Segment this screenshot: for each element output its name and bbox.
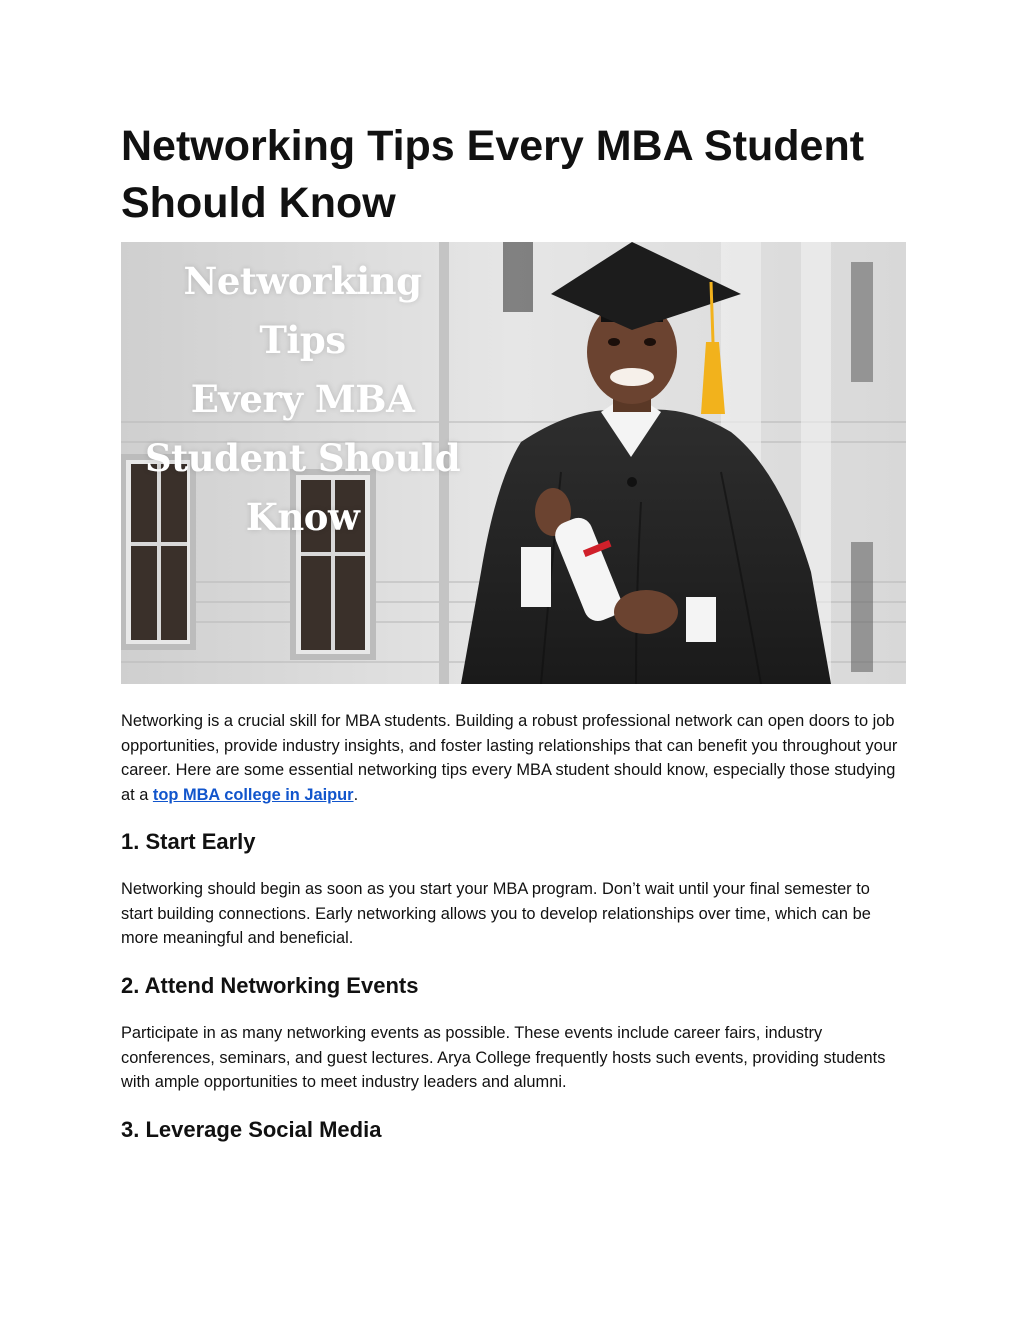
page-title: Networking Tips Every MBA Student Should Know <box>121 122 865 227</box>
hero-overlay-line: Networking Tips <box>183 259 422 362</box>
intro-text: Networking is a crucial skill for MBA students. Building a robust professional network can open doors to job opportunities, provide industry insights, and foster lasting relationships that can benefit you throughout your career. Here are some essential networking tips every MBA student should know, especially those studying at a <box>121 712 898 804</box>
section-heading: 3. Leverage Social Media <box>121 1117 382 1142</box>
college-link[interactable]: top MBA college in Jaipur <box>152 785 354 804</box>
hero-overlay-line: Know <box>245 495 360 539</box>
hero-overlay-line: Student Should <box>144 436 461 480</box>
intro-text-end: . <box>353 785 359 804</box>
intro-paragraph <box>121 709 906 807</box>
section-heading: 2. Attend Networking Events <box>121 973 419 998</box>
section-paragraph: Participate in as many networking events as possible. These events include career fairs, industry conferences, seminars, and guest lectures. Arya College frequently hosts such events, providing students with ample opportunities to meet industry leaders and alumni. <box>121 1024 886 1091</box>
hero-image <box>121 242 906 684</box>
hero-overlay-line: Every MBA <box>190 377 415 421</box>
hero-overlay-text <box>135 252 470 547</box>
section-paragraph: Networking should begin as soon as you start your MBA program. Don’t wait until your final semester to start building connections. Early networking allows you to develop relationships over time, which can be more meaningful and beneficial. <box>121 880 871 947</box>
section-heading: 1. Start Early <box>121 829 256 854</box>
